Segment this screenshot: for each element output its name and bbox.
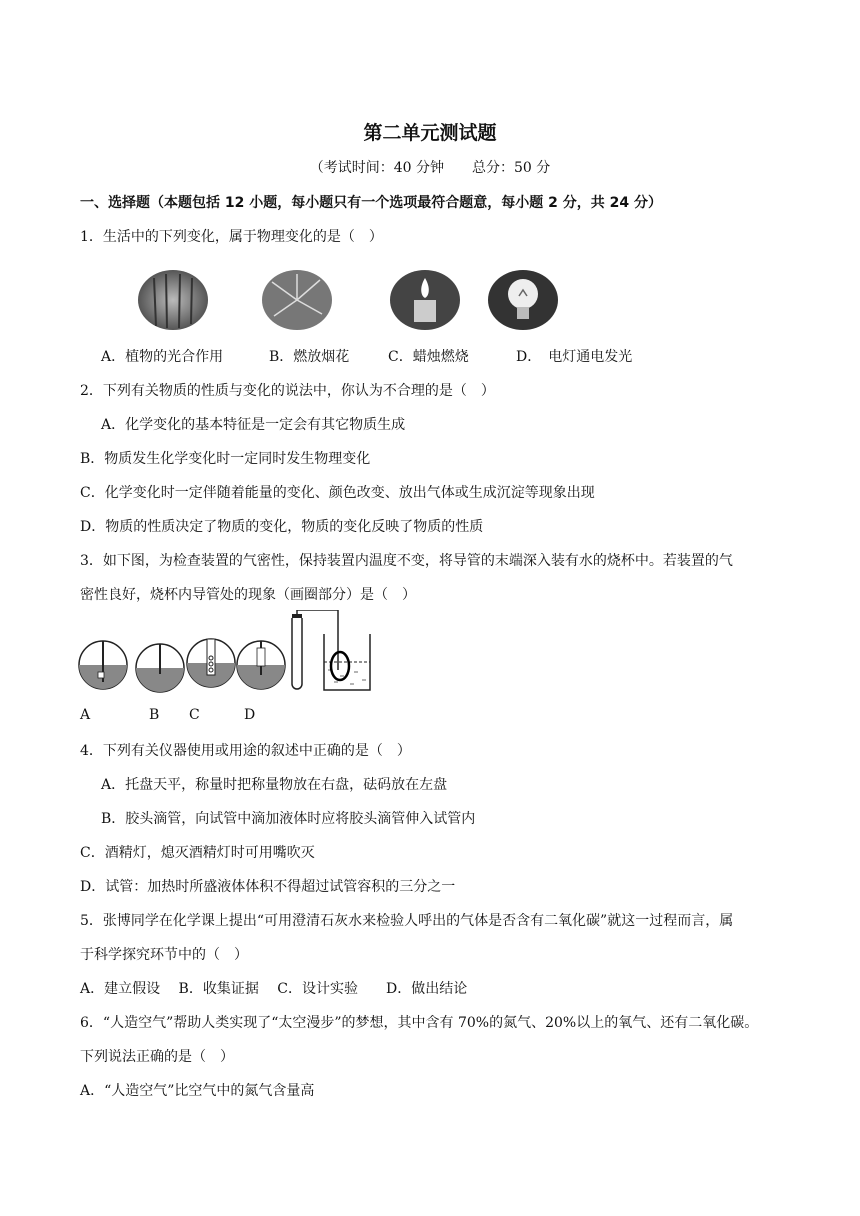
option-a: A．化学变化的基本特征是一定会有其它物质生成 (101, 417, 406, 433)
candle-photo (388, 268, 462, 332)
question-5-options: A．建立假设 B．收集证据 C．设计实验 D．做出结论 (80, 981, 468, 997)
question-2-stem: 2．下列有关物质的性质与变化的说法中，你认为不合理的是（ ） (80, 383, 495, 399)
question-1-stem: 1．生活中的下列变化，属于物理变化的是（ ） (80, 229, 383, 245)
section-heading: 一、选择题（本题包括 12 小题，每小题只有一个选项最符合题意，每小题 2 分，共 24 分） (80, 195, 662, 211)
exam-info: （考试时间：40 分钟 总分：50 分 (309, 160, 551, 176)
question-5-stem-line-1: 5．张博同学在化学课上提出“可用澄清石灰水来检验人呼出的气体是否含有二氧化碳”就这一过程而言，属 (80, 913, 734, 929)
option-c: C．蜡烛燃烧 (388, 349, 469, 365)
choice-circle-a (79, 641, 127, 689)
option-a: A．植物的光合作用 (101, 349, 224, 365)
option-b: B．燃放烟花 (269, 349, 350, 365)
question-4-stem: 4．下列有关仪器使用或用途的叙述中正确的是（ ） (80, 743, 411, 759)
label-a: A (80, 707, 91, 723)
photosynthesis-photo (136, 268, 210, 332)
option-d: D．物质的性质决定了物质的变化，物质的变化反映了物质的性质 (80, 519, 484, 535)
choice-circle-d (237, 641, 285, 689)
question-3-stem-line-1: 3．如下图，为检查装置的气密性，保持装置内温度不变，将导管的末端深入装有水的烧杯中。若装置的气 (80, 553, 733, 569)
airtightness-apparatus-figure (78, 610, 398, 700)
question-3-stem-line-2: 密性良好，烧杯内导管处的现象（画圈部分）是（ ） (80, 587, 416, 603)
choice-circle-c (187, 639, 235, 687)
option-b: B．物质发生化学变化时一定同时发生物理变化 (80, 451, 371, 467)
label-d: D (244, 707, 256, 723)
question-1-pictures (130, 268, 590, 332)
light-bulb-photo (486, 268, 560, 332)
option-c: C．化学变化时一定伴随着能量的变化、颜色改变、放出气体或生成沉淀等现象出现 (80, 485, 595, 501)
label-b: B (149, 707, 160, 723)
test-tube-and-beaker (292, 610, 370, 690)
fireworks-photo (260, 268, 334, 332)
option-c: C．酒精灯，熄灭酒精灯时可用嘴吹灭 (80, 845, 315, 861)
label-c: C (189, 707, 200, 723)
question-6-stem-line-1: 6．“人造空气”帮助人类实现了“太空漫步”的梦想，其中含有 70%的氮气、20%以上的氧气、还有二氧化碳。 (80, 1015, 759, 1031)
page-title: 第二单元测试题 (363, 122, 497, 144)
choice-circle-b (136, 644, 184, 692)
option-d: D． 电灯通电发光 (516, 349, 633, 365)
option-a: A．托盘天平，称量时把称量物放在右盘，砝码放在左盘 (101, 777, 448, 793)
question-5-stem-line-2: 于科学探究环节中的（ ） (80, 947, 248, 963)
option-b: B．胶头滴管，向试管中滴加液体时应将胶头滴管伸入试管内 (101, 811, 476, 827)
question-6-stem-line-2: 下列说法正确的是（ ） (80, 1049, 234, 1065)
option-a: A．“人造空气”比空气中的氮气含量高 (80, 1083, 315, 1099)
option-d: D．试管：加热时所盛液体体积不得超过试管容积的三分之一 (80, 879, 456, 895)
